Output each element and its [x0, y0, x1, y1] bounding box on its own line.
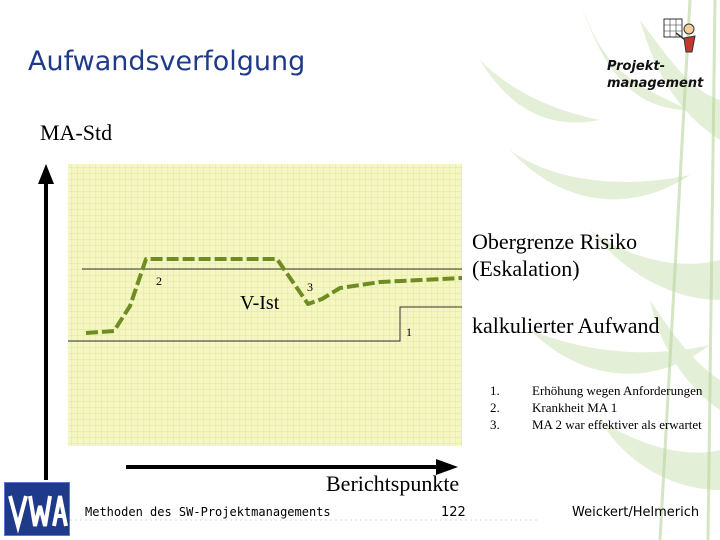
- note-item: [486, 399, 702, 416]
- actual-effort-label: V-Ist: [240, 292, 280, 314]
- note-text: MA 2 war effektiver als erwartet: [532, 417, 702, 432]
- point-label-3: 3: [307, 280, 313, 294]
- note-text: Krankheit MA 1: [532, 400, 618, 415]
- vwa-logo: [4, 482, 70, 536]
- x-axis-label: Berichtspunkte: [326, 471, 460, 496]
- upper-limit-text: Obergrenze Risiko (Eskalation): [472, 229, 638, 281]
- point-label-1: 1: [406, 325, 412, 339]
- point-label-2: 2: [156, 274, 162, 288]
- note-number: 3.: [490, 417, 500, 432]
- note-number: 2.: [490, 400, 500, 415]
- note-number: 1.: [490, 383, 500, 398]
- project-manager-figure-icon: [662, 16, 702, 56]
- note-item: [486, 382, 702, 399]
- brand-text: Projekt- management: [607, 59, 704, 91]
- y-axis-arrowhead: [38, 164, 54, 184]
- footer-page-number: 122: [441, 505, 466, 520]
- slide-title: Aufwandsverfolgung: [28, 46, 306, 77]
- footer-authors: Weickert/Helmerich: [572, 505, 700, 520]
- footer-course: Methoden des SW-Projektmanagements: [85, 505, 331, 519]
- upper-limit-label: [472, 228, 672, 282]
- notes-list: [486, 382, 702, 433]
- y-axis-label: MA-Std: [40, 120, 113, 145]
- note-text: Erhöhung wegen Anforderungen: [532, 383, 703, 398]
- note-item: [486, 416, 702, 433]
- calculated-effort-label: kalkulierter Aufwand: [472, 313, 660, 338]
